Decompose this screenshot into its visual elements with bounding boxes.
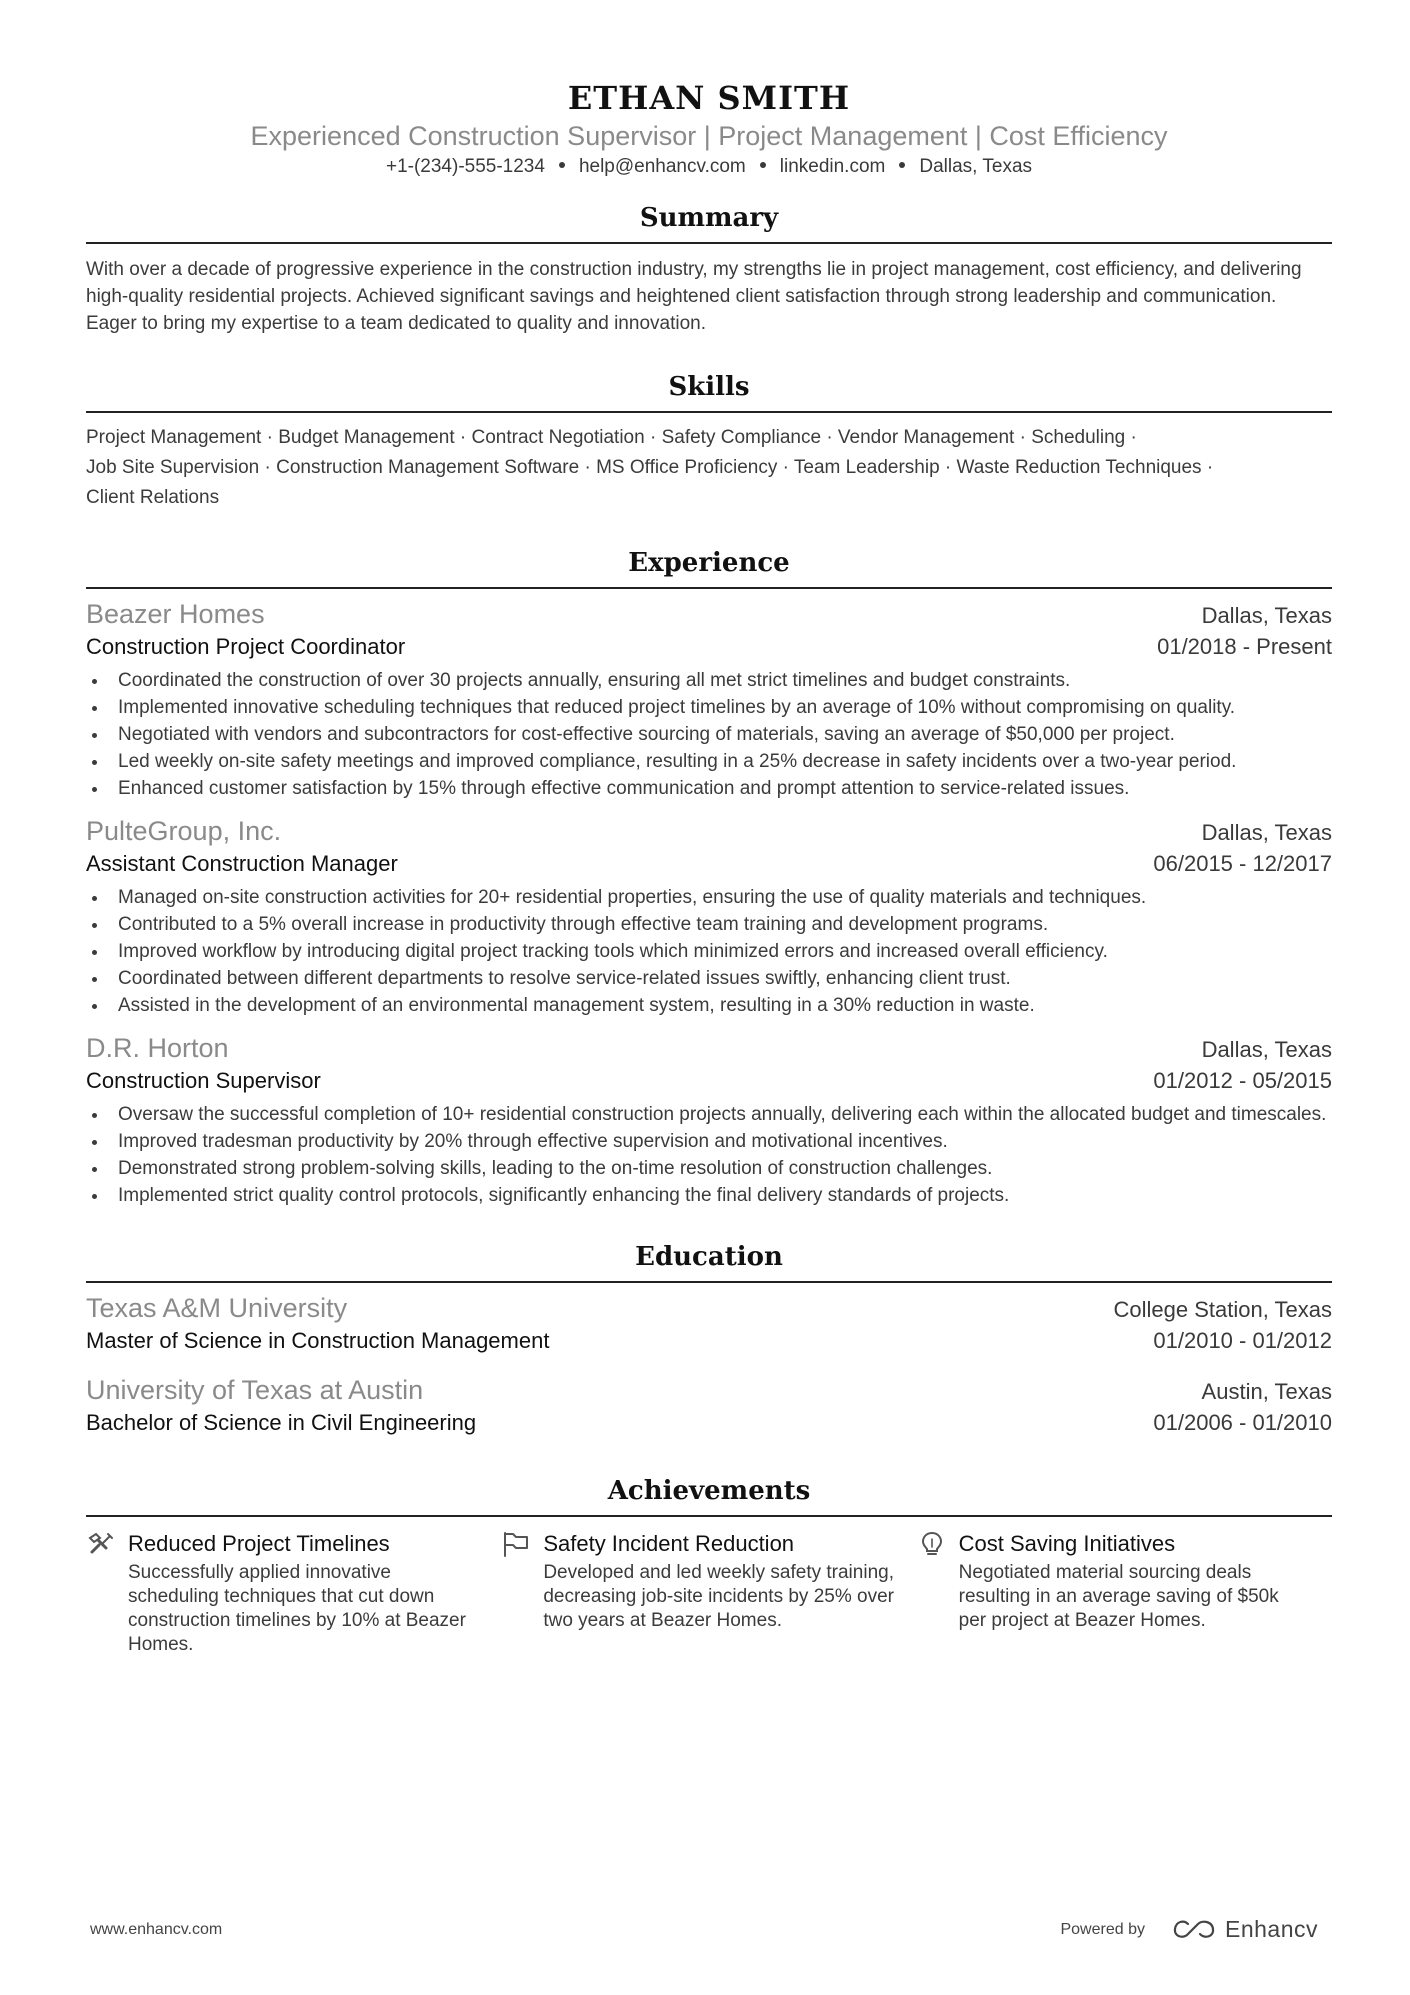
job-role: Construction Project Coordinator — [86, 634, 406, 659]
resume-page — [86, 0, 1332, 1995]
job-bullets — [86, 1101, 1332, 1209]
bullet-item: Implemented strict quality control protocols, significantly enhancing the final delivery standards of projects. — [86, 1182, 1332, 1209]
job-entry — [86, 597, 1332, 802]
section-divider — [86, 411, 1332, 413]
job-dates: 06/2015 - 12/2017 — [1153, 851, 1332, 876]
education-dates: 01/2010 - 01/2012 — [1153, 1328, 1332, 1353]
powered-by-label: Powered by — [1060, 1920, 1145, 1938]
linkedin-link[interactable]: linkedin.com — [779, 156, 886, 177]
bullet-item: Improved workflow by introducing digital project tracking tools which minimized errors and increased overall efficiency. — [86, 938, 1332, 965]
degree: Bachelor of Science in Civil Engineering — [86, 1410, 477, 1435]
company-name: Beazer Homes — [86, 599, 265, 629]
education-entry — [86, 1291, 1332, 1357]
job-entry — [86, 1031, 1332, 1209]
school-location: College Station, Texas — [1113, 1297, 1332, 1322]
achievement-desc: Developed and led weekly safety training, decreasing job-site incidents by 25% over two years at Beazer Homes. — [543, 1562, 894, 1631]
section-title-skills: Skills — [668, 372, 750, 402]
job-location: Dallas, Texas — [1201, 1037, 1332, 1062]
section-divider — [86, 587, 1332, 589]
phone: +1-(234)-555-1234 — [385, 156, 545, 177]
lightbulb-icon — [917, 1529, 959, 1559]
footer-website-link[interactable]: www.enhancv.com — [90, 1920, 223, 1938]
skills-line: Job Site Supervision · Construction Management Software · MS Office Proficiency · Team Leadership · Waste Reduction Techniques · — [86, 457, 1214, 478]
job-dates: 01/2012 - 05/2015 — [1153, 1068, 1332, 1093]
footer-brand — [1060, 1916, 1318, 1943]
job-entry — [86, 814, 1332, 1019]
summary-text: With over a decade of progressive experience in the construction industry, my strengths lie in project management, cost efficiency, and delivering high-quality residential projects. Achieved significant savings and heightened client satisfaction through strong leadership and communication. Eager to bring my expertise to a team dedicated to quality and innovation. — [86, 259, 1302, 334]
tools-icon — [86, 1529, 128, 1559]
summary-section — [86, 202, 1332, 337]
bullet-item: Oversaw the successful completion of 10+ residential construction projects annually, delivering each within the allocated budget and timescales. — [86, 1101, 1332, 1128]
achievement-item — [501, 1529, 916, 1657]
enhancv-logo[interactable] — [1171, 1916, 1318, 1943]
bullet-item: Demonstrated strong problem-solving skills, leading to the on-time resolution of construction challenges. — [86, 1155, 1332, 1182]
flag-icon — [501, 1529, 543, 1559]
separator-dot — [899, 162, 905, 168]
job-location: Dallas, Texas — [1201, 820, 1332, 845]
achievements-section — [86, 1475, 1332, 1657]
email-link[interactable]: help@enhancv.com — [578, 156, 746, 177]
location: Dallas, Texas — [919, 156, 1033, 177]
bullet-item: Coordinated the construction of over 30 projects annually, ensuring all met strict timelines and budget constraints. — [86, 667, 1332, 694]
achievements-grid — [86, 1529, 1332, 1657]
job-dates: 01/2018 - Present — [1157, 634, 1332, 659]
contact-line — [86, 154, 1332, 180]
section-title-education: Education — [635, 1242, 783, 1272]
bullet-item: Implemented innovative scheduling techniques that reduced project timelines by an average of 10% without compromising on quality. — [86, 694, 1332, 721]
bullet-item: Led weekly on-site safety meetings and improved compliance, resulting in a 25% decrease in safety incidents over a two-year period. — [86, 748, 1332, 775]
school-location: Austin, Texas — [1201, 1379, 1332, 1404]
enhancv-brand-text: Enhancv — [1224, 1916, 1318, 1942]
bullet-item: Negotiated with vendors and subcontractors for cost-effective sourcing of materials, saving an average of $50,000 per project. — [86, 721, 1332, 748]
company-name: PulteGroup, Inc. — [86, 816, 282, 846]
job-role: Construction Supervisor — [86, 1068, 321, 1093]
skills-line: Client Relations — [86, 487, 220, 508]
education-section — [86, 1241, 1332, 1439]
resume-header — [86, 0, 1332, 180]
candidate-name: ETHAN SMITH — [567, 79, 851, 117]
education-dates: 01/2006 - 01/2010 — [1153, 1410, 1332, 1435]
achievement-desc: Successfully applied innovative scheduling techniques that cut down construction timelines by 10% at Beazer Homes. — [128, 1562, 466, 1655]
section-title-achievements: Achievements — [607, 1476, 811, 1506]
job-role: Assistant Construction Manager — [86, 851, 398, 876]
section-divider — [86, 242, 1332, 244]
enhancv-logo-icon — [1171, 1918, 1217, 1942]
bullet-item: Managed on-site construction activities for 20+ residential properties, ensuring the use of quality materials and techniques. — [86, 884, 1332, 911]
degree: Master of Science in Construction Management — [86, 1328, 550, 1353]
job-location: Dallas, Texas — [1201, 603, 1332, 628]
skills-list — [86, 423, 1332, 513]
skills-line: Project Management · Budget Management · Contract Negotiation · Safety Compliance · Vendor Management · Scheduling · — [86, 427, 1137, 448]
section-title-experience: Experience — [628, 548, 790, 578]
separator-dot — [559, 162, 565, 168]
school-name: University of Texas at Austin — [86, 1375, 424, 1405]
job-bullets — [86, 667, 1332, 802]
school-name: Texas A&M University — [86, 1293, 348, 1323]
achievement-title: Cost Saving Initiatives — [958, 1531, 1176, 1556]
bullet-item: Enhanced customer satisfaction by 15% through effective communication and prompt attention to service-related issues. — [86, 775, 1332, 802]
achievement-item — [917, 1529, 1332, 1657]
section-title-summary: Summary — [639, 203, 779, 233]
achievement-desc: Negotiated material sourcing deals resulting in an average saving of $50k per project at Beazer Homes. — [958, 1562, 1279, 1631]
experience-section — [86, 547, 1332, 1209]
bullet-item: Improved tradesman productivity by 20% through effective supervision and motivational incentives. — [86, 1128, 1332, 1155]
bullet-item: Contributed to a 5% overall increase in productivity through effective team training and development programs. — [86, 911, 1332, 938]
candidate-tagline: Experienced Construction Supervisor | Project Management | Cost Efficiency — [250, 121, 1168, 151]
company-name: D.R. Horton — [86, 1033, 229, 1063]
skills-section — [86, 371, 1332, 513]
page-footer — [90, 1916, 1318, 1943]
achievement-title: Safety Incident Reduction — [543, 1531, 795, 1556]
separator-dot — [760, 162, 766, 168]
education-entry — [86, 1373, 1332, 1439]
job-bullets — [86, 884, 1332, 1019]
bullet-item: Coordinated between different departments to resolve service-related issues swiftly, enhancing client trust. — [86, 965, 1332, 992]
section-divider — [86, 1281, 1332, 1283]
bullet-item: Assisted in the development of an environmental management system, resulting in a 30% reduction in waste. — [86, 992, 1332, 1019]
achievement-title: Reduced Project Timelines — [128, 1531, 390, 1556]
section-divider — [86, 1515, 1332, 1517]
achievement-item — [86, 1529, 501, 1657]
